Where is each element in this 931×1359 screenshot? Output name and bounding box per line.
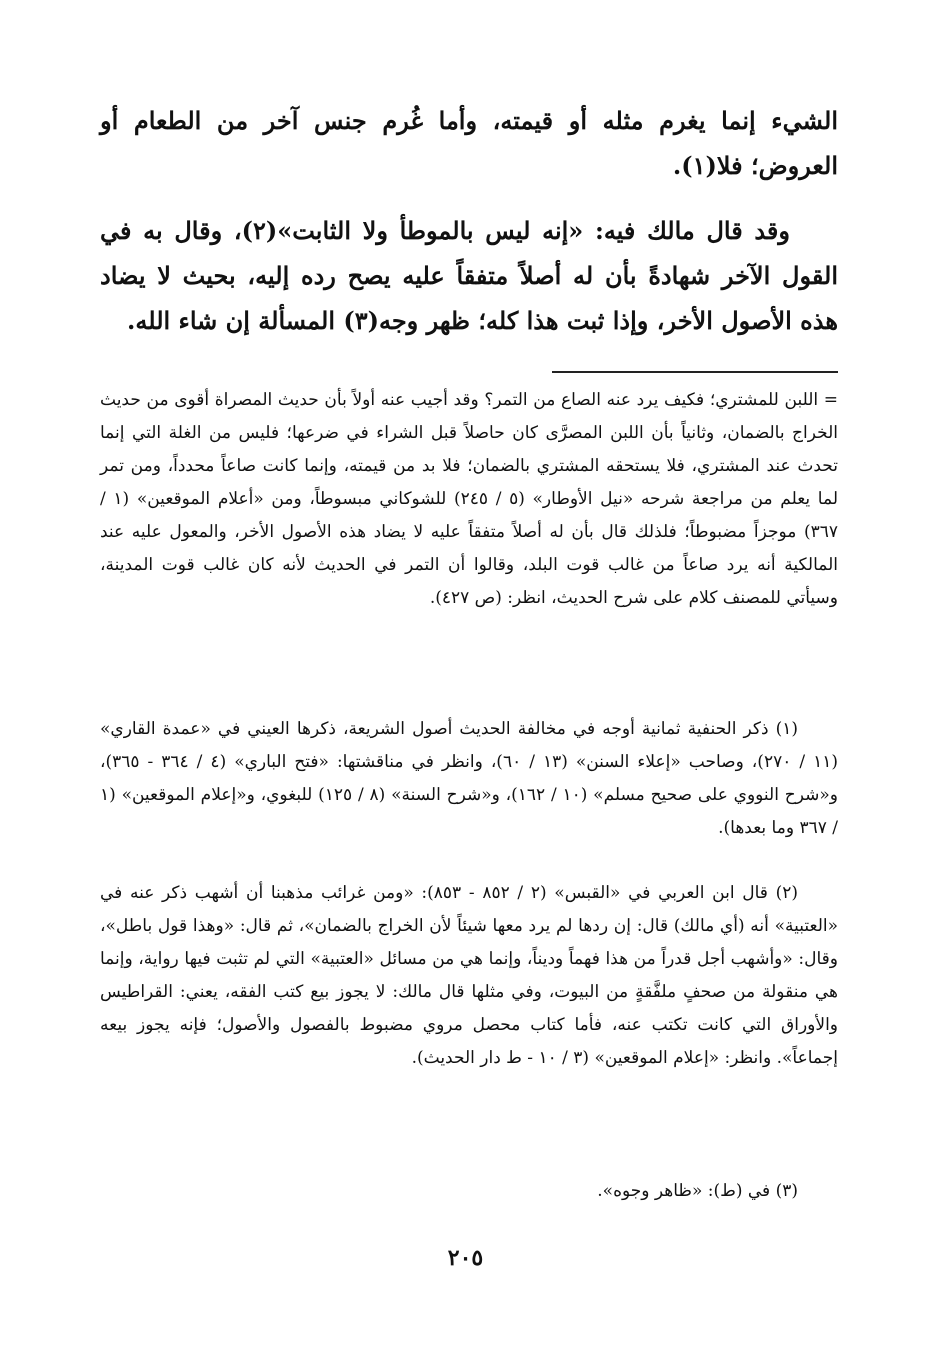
footnote-1-block (100, 713, 838, 845)
page-number: ٢٠٥ (447, 1245, 484, 1271)
footnote-continuation-block (100, 384, 838, 615)
main-text-block-1 (100, 98, 838, 188)
footnote-separator (552, 371, 838, 373)
footnote-2: (٢) قال ابن العربي في «القبس» (٢ / ٨٥٢ - ٨٥٣): «ومن غرائب مذهبنا أن أشهب ذكر عنه في «العتبية» أنه (أي مالك) قال: إن ردها لم يرد معها شيئاً لأن الخراج بالضمان»، ثم قال: «وهذا قول باطل»، وقال: «وأشهب أجل قدراً من هذا فهماً وديناً، وإنما هي من مسائل «العتبية» التي لم تثبت فيها رواية، وإنما هي منقولة من صحفٍ ملفَّقةٍ من البيوت، وفي مثلها قال مالك: لا يجوز بيع كتب الفقه، يعني: القراطيس والأوراق التي كانت تكتب عنه، فأما كتاب محصل مروي مضبوط بالفصول والأصول؛ فإنه يجوز بيعه إجماعاً». وانظر: «إعلام الموقعين» (٣ / ١٠ - ط دار الحديث). (100, 883, 838, 1068)
main-paragraph-2: وقد قال مالك فيه: «إنه ليس بالموطأ ولا الثابت»(٢)، وقال به في القول الآخر شهادةً بأن له أصلاً متفقاً عليه يصح رده إليه، بحيث لا يضاد هذه الأصول الأخر، وإذا ثبت هذا كله؛ ظهر وجه(٣) المسألة إن شاء الله. (100, 216, 838, 335)
footnote-3: (٣) في (ط): «ظاهر وجوه». (597, 1181, 798, 1201)
main-text-block-2 (100, 208, 838, 343)
main-paragraph-1: الشيء إنما يغرم مثله أو قيمته، وأما غُرم جنس آخر من الطعام أو العروض؛ فلا(١). (100, 106, 838, 180)
footnote-2-block (100, 877, 838, 1075)
footnote-continuation: = اللبن للمشتري؛ فكيف يرد عنه الصاع من التمر؟ وقد أجيب عنه أولاً بأن حديث المصراة أقوى من حديث الخراج بالضمان، وثانياً بأن اللبن المصرَّى كان حاصلاً قبل الشراء في ضرعها؛ فليس من الغلة التي إنما تحدث عند المشتري، فلا يستحقه المشتري بالضمان؛ فلا بد من قيمته، وإنما كانت صاعاً محدداً، ومن تمر لما يعلم من مراجعة شرحه «نيل الأوطار» (٥ / ٢٤٥) للشوكاني مبسوطاً، ومن «أعلام الموقعين» (١ / ٣٦٧) موجزاً مضبوطاً؛ فلذلك قال بأن له أصلاً متفقاً عليه لا يضاد هذه الأصول الأخر، والمعول عليه عند المالكية أنه يرد صاعاً من غالب قوت البلد، وقالوا أن التمر في الحديث لأنه كان غالب قوت المدينة، وسيأتي للمصنف كلام على شرح الحديث، انظر: (ص ٤٢٧). (100, 390, 838, 608)
footnote-1: (١) ذكر الحنفية ثمانية أوجه في مخالفة الحديث أصول الشريعة، ذكرها العيني في «عمدة القاري» (١١ / ٢٧٠)، وصاحب «إعلاء السنن» (١٣ / ٦٠)، وانظر في مناقشتها: «فتح الباري» (٤ / ٣٦٤ - ٣٦٥)، و«شرح النووي على صحيح مسلم» (١٠ / ١٦٢)، و«شرح السنة» (٨ / ١٢٥) للبغوي، و«إعلام الموقعين» (١ / ٣٦٧ وما بعدها). (100, 719, 838, 838)
footnote-3-block (100, 1175, 838, 1208)
